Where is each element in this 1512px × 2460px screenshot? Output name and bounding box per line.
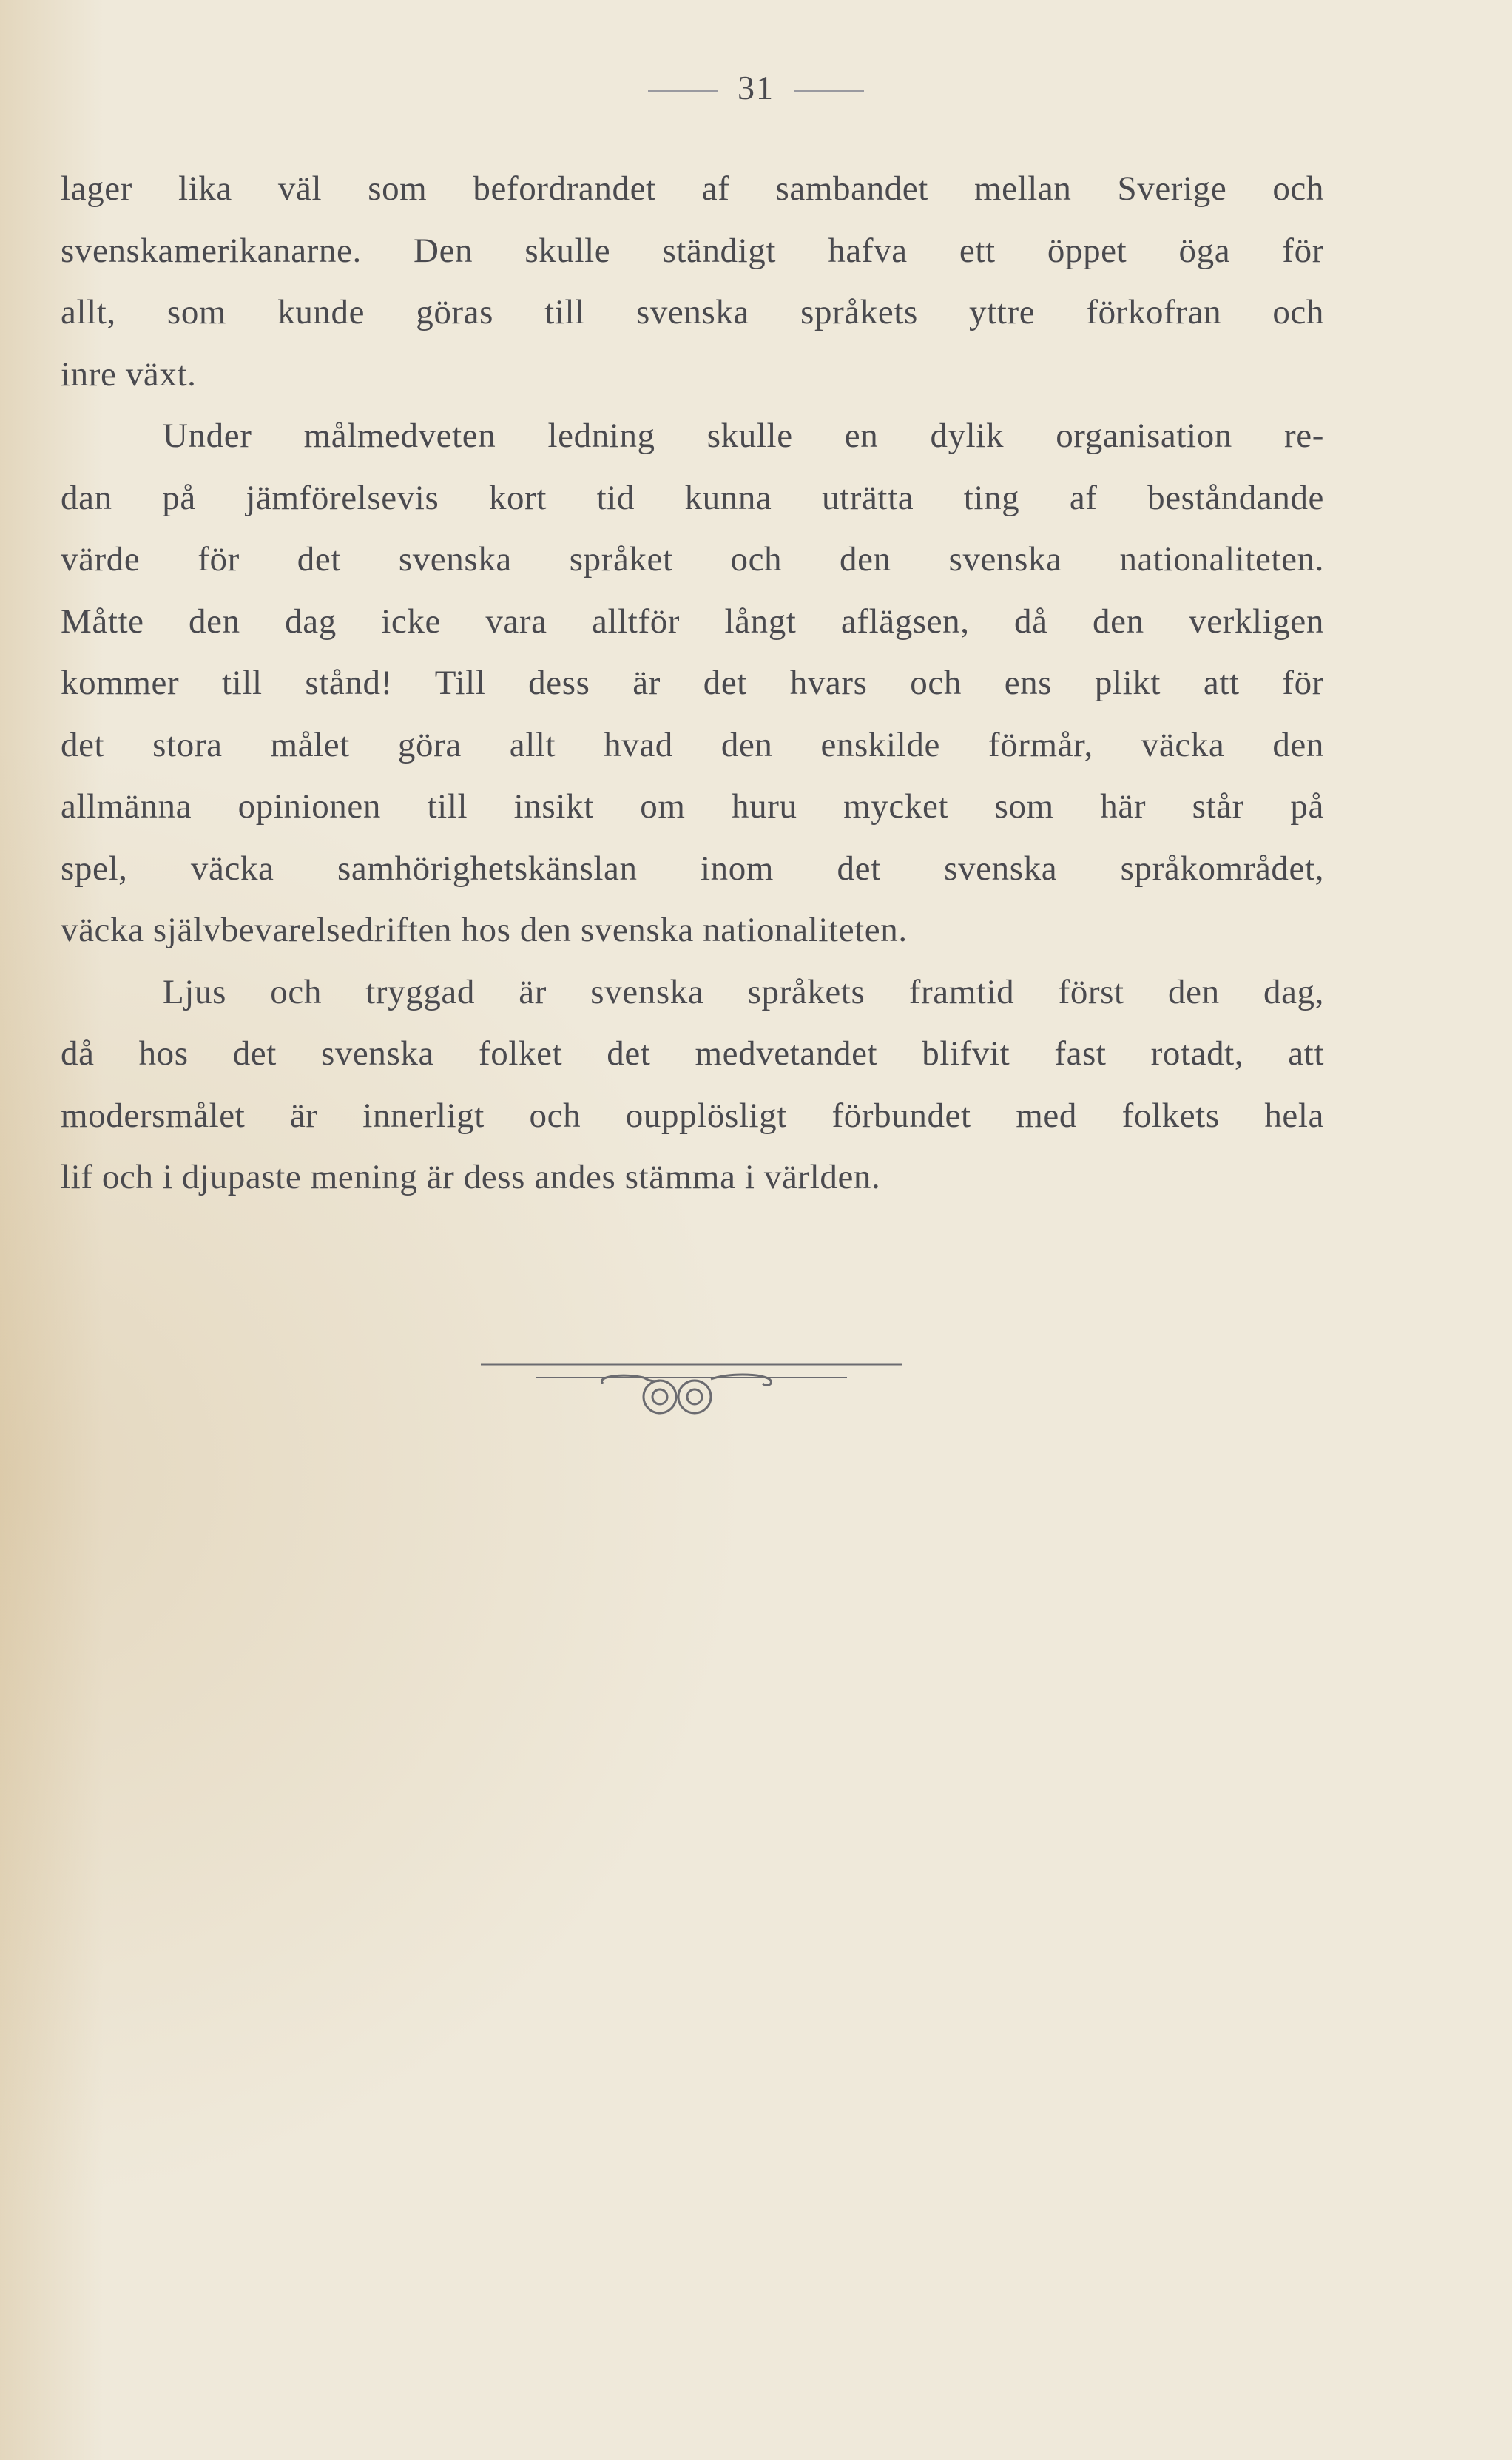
body-text <box>61 158 1324 1209</box>
text-line: kommer till stånd! Till dess är det hvars och ens plikt att för <box>61 664 1324 702</box>
text-line: allt, som kunde göras till svenska språkets yttre förkofran och <box>61 293 1324 331</box>
text-line: lif och i djupaste mening är dess andes stämma i världen. <box>61 1158 881 1196</box>
text-line: Måtte den dag icke vara alltför långt aflägsen, då den verkligen <box>61 601 1324 641</box>
end-ornament-icon <box>477 1354 906 1435</box>
header-rule-left <box>648 90 718 92</box>
text-line: Under målmedveten ledning skulle en dylik organisation re- <box>163 417 1324 455</box>
page-number: 31 <box>738 69 774 107</box>
text-line: inre växt. <box>61 354 197 394</box>
text-line: väcka självbevarelsedriften hos den svenska nationaliteten. <box>61 911 908 949</box>
text-line: modersmålet är innerligt och oupplösligt förbundet med folkets hela <box>61 1096 1324 1135</box>
text-line: spel, väcka samhörighetskänslan inom det svenska språkområdet, <box>61 849 1324 888</box>
text-line: dan på jämförelsevis kort tid kunna uträtta ting af beståndande <box>61 478 1324 517</box>
page-header <box>0 68 1512 107</box>
text-line: Ljus och tryggad är svenska språkets framtid först den dag, <box>163 972 1324 1011</box>
text-line: det stora målet göra allt hvad den enskilde förmår, väcka den <box>61 725 1324 764</box>
text-line: svenskamerikanarne. Den skulle ständigt hafva ett öppet öga för <box>61 231 1324 270</box>
header-rule-right <box>794 90 864 92</box>
text-line: då hos det svenska folket det medvetandet blifvit fast rotadt, att <box>61 1034 1324 1073</box>
text-line: lager lika väl som befordrandet af sambandet mellan Sverige och <box>61 169 1324 208</box>
text-line: värde för det svenska språket och den svenska nationaliteten. <box>61 540 1324 579</box>
text-line: allmänna opinionen till insikt om huru mycket som här står på <box>61 787 1324 826</box>
